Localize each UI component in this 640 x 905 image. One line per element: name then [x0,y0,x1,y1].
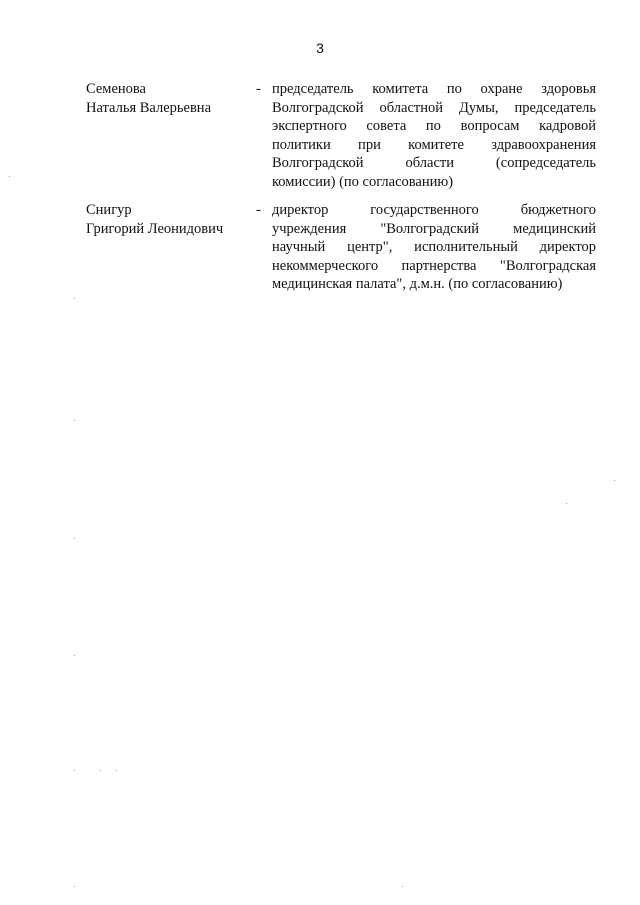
scan-speck [74,886,75,887]
scan-speck [9,176,10,177]
description-line: научный центр", исполнительный директор [272,239,596,256]
member-given-names: Григорий Леонидович [86,220,224,237]
scan-speck [74,655,75,656]
page-number: 3 [316,40,324,56]
member-description [272,201,596,294]
member-surname: Снигур [86,202,132,218]
scan-speck [74,298,75,299]
scan-speck [614,480,615,481]
member-surname: Семенова [86,81,146,97]
scan-speck [74,538,75,539]
description-line: экспертного совета по вопросам кадровой [272,118,596,135]
description-line: председатель комитета по охране здоровья [272,81,596,97]
member-given-names: Наталья Валерьевна [86,99,211,116]
scan-speck [74,770,75,771]
description-line: некоммерческого партнерства "Волгоградская [272,257,596,274]
scan-speck [74,420,75,421]
member-name [86,80,251,117]
member-name [86,201,251,238]
separator-dash: - [256,202,261,218]
separator-dash: - [256,81,261,97]
description-line: комиссии) (по согласованию) [272,173,454,190]
description-line: директор государственного бюджетного [272,202,596,218]
description-line: Волгоградской областной Думы, председатель [272,99,596,116]
scan-speck [566,503,567,504]
description-line: Волгоградской области (сопредседатель [272,155,596,172]
description-line: учреждения "Волгоградский медицинский [272,220,596,237]
description-line: политики при комитете здравоохранения [272,136,596,153]
description-line: медицинская палата", д.м.н. (по согласованию) [272,276,563,293]
member-description [272,80,596,192]
scan-speck [116,770,117,771]
scan-speck [402,886,403,887]
scan-speck [100,770,101,771]
